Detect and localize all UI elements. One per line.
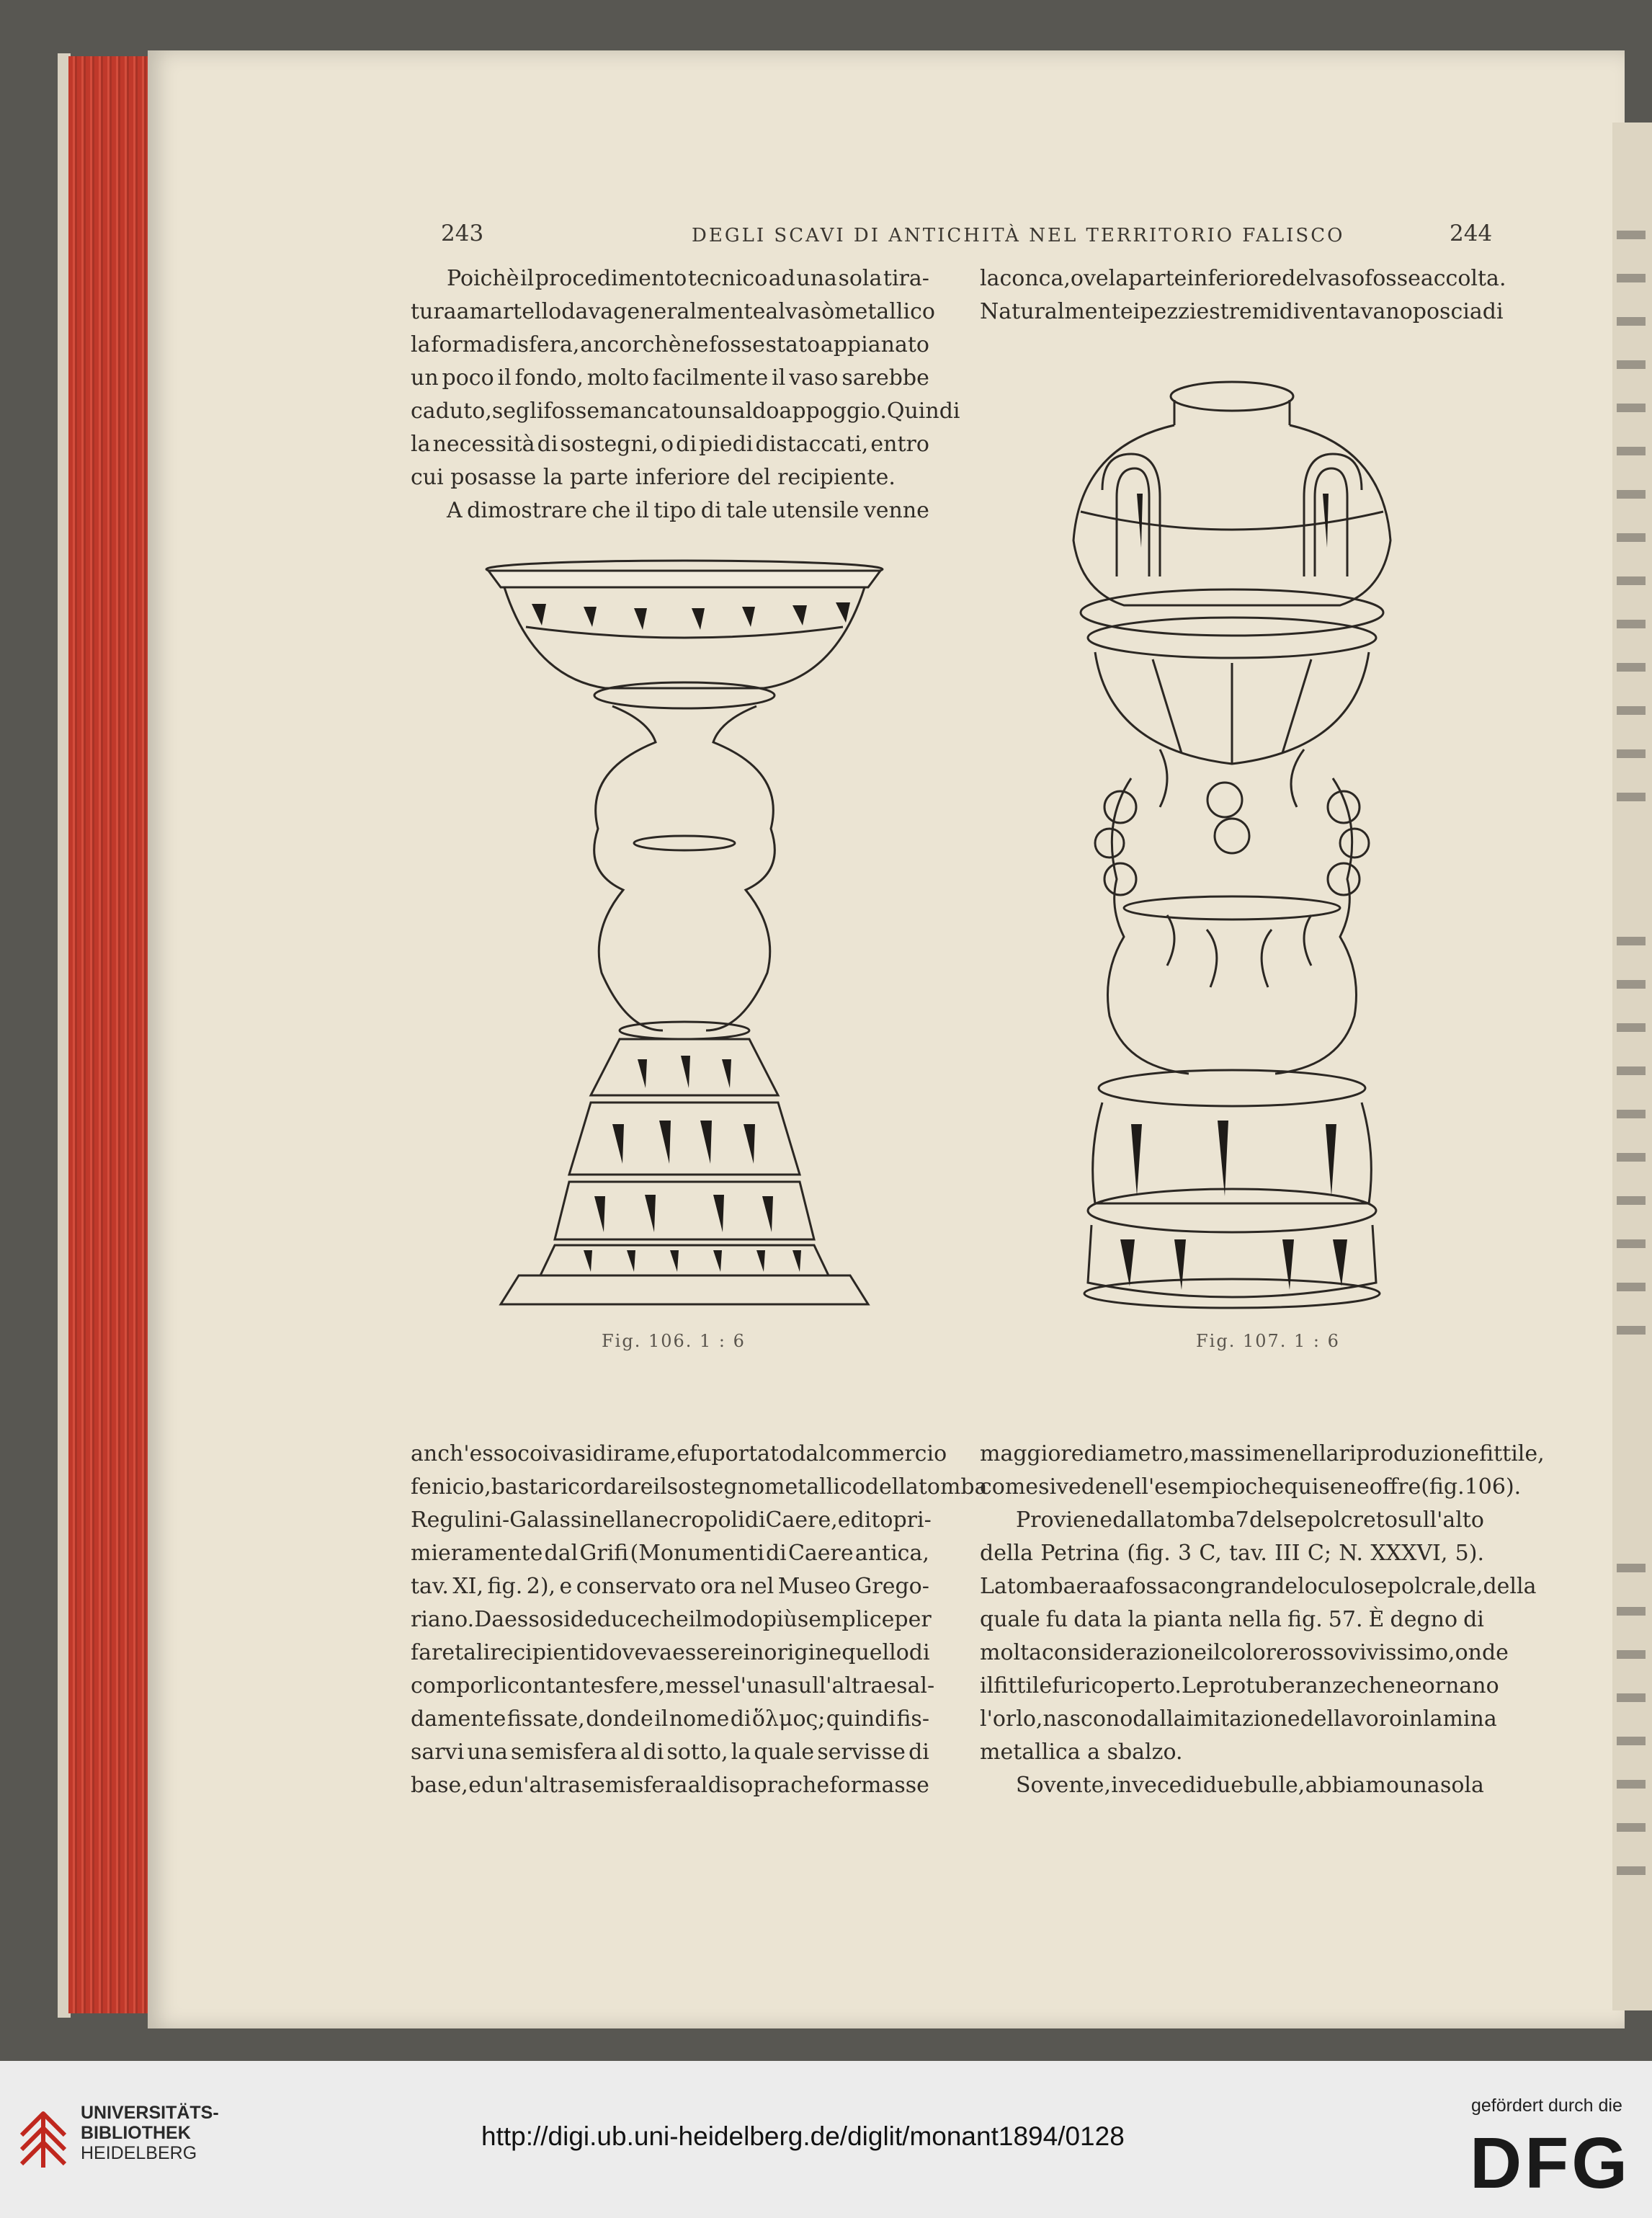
text-line: mieramente dal Grifi (Monumenti di Caere antica, — [411, 1541, 929, 1566]
running-title: DEGLI SCAVI DI ANTICHITÀ NEL TERRITORIO FALISCO — [692, 225, 1345, 246]
library-name-line: HEIDELBERG — [81, 2143, 197, 2163]
text-line: fenicio, basta ricordare il sostegno metallico della tomba — [411, 1474, 988, 1500]
figure-106-stand-illustration — [475, 555, 893, 1311]
text-column-right-top — [980, 262, 1506, 329]
document-url-link[interactable]: http://digi.ub.uni-heidelberg.de/diglit/monant1894/0128 — [481, 2121, 1125, 2151]
text-line: l'orlo, nascono dalla imitazione del lavoro in lamina — [980, 1706, 1497, 1732]
text-line: Proviene dalla tomba 7 del sepolcreto sull'alto — [1016, 1507, 1484, 1533]
text-line: il fittile fu ricoperto. Le protuberanze che ne ornano — [980, 1673, 1499, 1698]
text-line: comporli con tante sfere, messe l'una sull'altra e sal- — [411, 1673, 935, 1698]
text-line: cui posasse la parte inferiore del recipiente. — [411, 465, 896, 490]
adjacent-page-margin — [1612, 123, 1652, 2010]
text-line: quale fu data la pianta nella fig. 57. È degno di — [980, 1607, 1484, 1632]
funded-by-label: gefördert durch die — [1471, 2095, 1622, 2116]
library-name-line: BIBLIOTHEK — [81, 2123, 191, 2143]
text-line: metallica a sbalzo. — [980, 1740, 1183, 1765]
text-line: un poco il fondo, molto facilmente il vaso sarebbe — [411, 365, 929, 391]
text-line: tura a martello dava generalmente al vasò metallico — [411, 299, 935, 324]
figure-107-caption: Fig. 107. 1 : 6 — [1196, 1331, 1340, 1351]
text-line: Regulini-Galassi nella necropoli di Caere, edito pri- — [411, 1507, 932, 1533]
dfg-logo: DFG — [1470, 2123, 1631, 2204]
page-number-right: 244 — [1450, 221, 1493, 246]
university-library-logo-icon — [14, 2095, 73, 2175]
red-page-edges — [68, 56, 151, 2013]
text-line: caduto, se gli fosse mancato un saldo appoggio. Quindi — [411, 398, 960, 424]
text-column-left-top — [411, 262, 960, 527]
page-number-left: 243 — [441, 221, 484, 246]
library-name — [81, 2103, 219, 2163]
text-line: riano. Da esso si deduce che il modo più semplice per — [411, 1607, 932, 1632]
text-line: La tomba era a fossa con grande loculo sepolcrale, della — [980, 1574, 1537, 1599]
text-line: base, ed un'altra semisfera al di sopra che formasse — [411, 1773, 929, 1798]
library-name-line: UNIVERSITÄTS- — [81, 2103, 219, 2123]
text-line: fare tali recipienti doveva essere in origine quello di — [411, 1640, 930, 1665]
viewer-footer — [0, 2061, 1652, 2218]
text-column-right-bottom — [980, 1438, 1545, 1802]
text-line: molta considerazione il colore rosso vivissimo, onde — [980, 1640, 1509, 1665]
text-line: A dimostrare che il tipo di tale utensile venne — [447, 498, 929, 523]
text-line: anch'esso coi vasi di rame, e fu portato dal commercio — [411, 1441, 947, 1466]
text-line: maggiore diametro, massime nella riproduzione fittile, — [980, 1441, 1545, 1466]
figure-106-caption: Fig. 106. 1 : 6 — [602, 1331, 746, 1351]
text-column-left-bottom — [411, 1438, 988, 1802]
text-line: della Petrina (fig. 3 C, tav. III C; N. XXXVI, 5). — [980, 1541, 1484, 1566]
text-line: la necessità di sostegni, o di piedi distaccati, entro — [411, 432, 929, 457]
text-line: la conca, ove la parte inferiore del vaso fosse accolta. — [980, 266, 1506, 291]
text-line: la forma di sfera, ancorchè ne fosse stato appianato — [411, 332, 929, 357]
text-line: Sovente, invece di due bulle, abbiamo una sola — [1016, 1773, 1484, 1798]
text-line: damente fissate, donde il nome di ὅλμος; quindi fis- — [411, 1706, 929, 1732]
text-line: Naturalmente i pezzi estremi diventavano poscia di — [980, 299, 1504, 324]
figure-107-vase-illustration — [1052, 375, 1412, 1311]
text-line: Poichè il procedimento tecnico ad una sola tira- — [447, 266, 929, 291]
text-line: come si vede nell'esempio che qui se ne offre (fig. 106). — [980, 1474, 1522, 1500]
text-line: sarvi una semisfera al di sotto, la quale servisse di — [411, 1740, 929, 1765]
text-line: tav. XI, fig. 2), e conservato ora nel Museo Grego- — [411, 1574, 929, 1599]
